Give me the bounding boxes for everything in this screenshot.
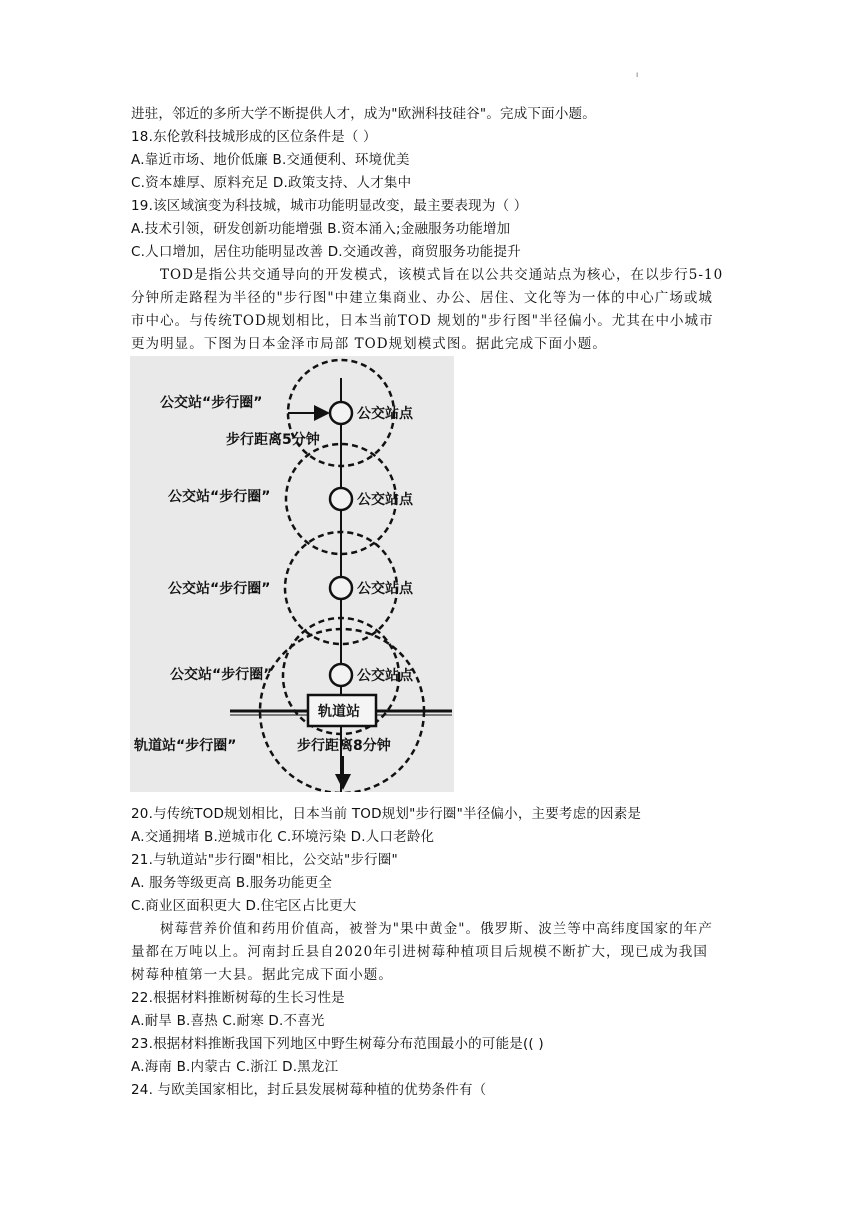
question-23-options: A.海南 B.内蒙古 C.浙江 D.黑龙江 — [131, 1059, 339, 1075]
bus-stop-label: 公交站点 — [357, 668, 413, 684]
question-19-options-cd: C.人口增加，居住功能明显改善 D.交通改善，商贸服务功能提升 — [131, 244, 521, 260]
tod-paragraph-line: TOD是指公共交通导向的开发模式，该模式旨在以公共交通站点为核心，在以步行5-10 — [160, 267, 724, 283]
question-20-options: A.交通拥堵 B.逆城市化 C.环境污染 D.人口老龄化 — [131, 829, 435, 845]
berry-paragraph-line: 树莓营养价值和药用价值高，被誉为"果中黄金"。俄罗斯、波兰等中高纬度国家的年产 — [160, 921, 713, 937]
bus-stop-label: 公交站点 — [357, 581, 413, 597]
bus-stop-label: 公交站点 — [357, 492, 413, 508]
bus-stop-label: 公交站点 — [357, 406, 413, 422]
berry-paragraph-line: 树莓种植第一大县。据此完成下面小题。 — [131, 967, 393, 983]
intro-line: 进驻，邻近的多所大学不断提供人才，成为"欧洲科技硅谷"。完成下面小题。 — [131, 106, 596, 122]
question-22-options: A.耐旱 B.喜热 C.耐寒 D.不喜光 — [131, 1013, 325, 1029]
tod-paragraph-line: 市中心。与传统TOD规划相比，日本当前TOD 规划的"步行图"半径偏小。尤其在中小城市 — [131, 313, 714, 329]
question-22: 22.根据材料推断树莓的生长习性是 — [131, 990, 345, 1006]
bus-circle-label: 公交站“步行圈” — [170, 667, 273, 683]
question-18-options-cd: C.资本雄厚、原料充足 D.政策支持、人才集中 — [131, 175, 412, 191]
bus-stop-marker — [330, 664, 352, 686]
question-21: 21.与轨道站"步行圈"相比，公交站"步行圈" — [131, 852, 398, 868]
berry-paragraph-line: 量都在万吨以上。河南封丘县自2020年引进树莓种植项目后规模不断扩大，现已成为我国 — [131, 944, 708, 960]
question-20: 20.与传统TOD规划相比，日本当前 TOD规划"步行圈"半径偏小，主要考虑的因素是 — [131, 806, 642, 822]
bus-circle-label: 公交站“步行圈” — [168, 581, 271, 597]
bus-stop-marker — [330, 402, 352, 424]
walk-8-label: 步行距离8分钟 — [297, 738, 391, 754]
bus-stop-marker — [330, 577, 352, 599]
bus-circle-label: 公交站“步行圈” — [168, 489, 271, 505]
page-mark: ı — [636, 70, 639, 79]
question-21-options-ab: A. 服务等级更高 B.服务功能更全 — [131, 875, 333, 891]
question-24: 24. 与欧美国家相比，封丘县发展树莓种植的优势条件有（ — [131, 1082, 487, 1098]
tod-diagram — [130, 356, 454, 792]
question-21-options-cd: C.商业区面积更大 D.住宅区占比更大 — [131, 898, 357, 914]
question-19: 19.该区域演变为科技城，城市功能明显改变，最主要表现为（ ） — [131, 198, 528, 214]
bus-circle-label: 公交站“步行圈” — [160, 395, 263, 411]
rail-circle-label: 轨道站“步行圈” — [134, 738, 237, 754]
tod-paragraph-line: 分钟所走路程为半径的"步行图"中建立集商业、办公、居住、文化等为一体的中心广场或城 — [131, 290, 713, 306]
tod-paragraph-line: 更为明显。下图为日本金泽市局部 TOD规划模式图。据此完成下面小题。 — [131, 336, 607, 352]
walk-5-label: 步行距离5分钟 — [226, 432, 320, 448]
rail-station-label: 轨道站 — [318, 704, 360, 720]
question-23: 23.根据材料推断我国下列地区中野生树莓分布范围最小的可能是(( ) — [131, 1036, 544, 1052]
question-18-options-ab: A.靠近市场、地价低廉 B.交通便利、环境优美 — [131, 152, 410, 168]
question-18: 18.东伦敦科技城形成的区位条件是（ ） — [131, 129, 377, 145]
bus-stop-marker — [330, 488, 352, 510]
question-19-options-ab: A.技术引领，研发创新功能增强 B.资本涌入;金融服务功能增加 — [131, 221, 511, 237]
